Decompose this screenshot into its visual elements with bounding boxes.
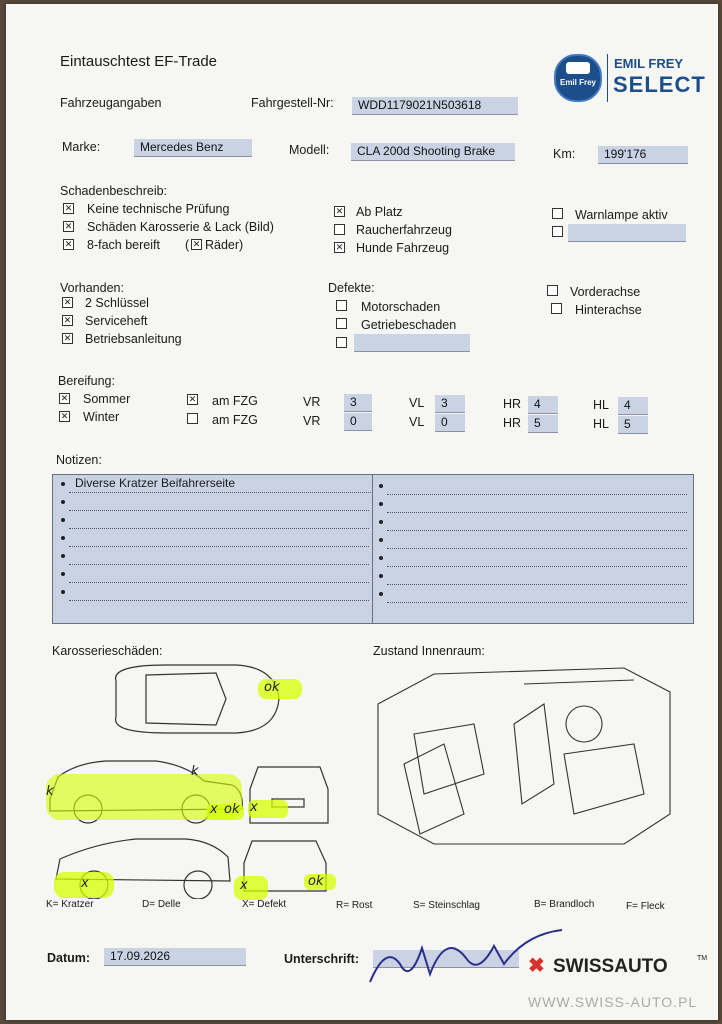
mark-k-1: k [191, 764, 199, 779]
swissauto-logo-icon: ✖ [528, 955, 545, 977]
emil-frey-logo [554, 54, 706, 104]
winter-hr-field[interactable]: 5 [528, 415, 558, 433]
winter-hl-label: HL [593, 417, 609, 431]
date-field[interactable]: 17.09.2026 [104, 948, 246, 966]
date-label: Datum: [47, 951, 91, 965]
mark-x-2: x [210, 802, 218, 817]
dog-vehicle-label: Hunde Fahrzeug [356, 241, 450, 255]
manual-checkbox[interactable] [62, 333, 73, 344]
mark-ok-3: ok [308, 874, 324, 889]
km-label: Km: [553, 147, 576, 161]
interior-diagram [374, 664, 674, 849]
tires-heading: Bereifung: [58, 374, 115, 388]
summer-vr-label: VR [303, 395, 321, 409]
winter-on-vehicle-checkbox[interactable] [187, 413, 198, 424]
winter-label: Winter [83, 410, 120, 424]
mark-ok-1: ok [264, 680, 280, 695]
other-defect-field[interactable] [354, 334, 470, 352]
body-damage-label: Schäden Karosserie & Lack (Bild) [87, 220, 274, 234]
gearbox-damage-label: Getriebeschaden [361, 318, 457, 332]
note-left-2[interactable] [69, 493, 369, 511]
ab-platz-checkbox[interactable] [334, 206, 345, 217]
warning-lamp-label: Warnlampe aktiv [575, 208, 668, 222]
mark-x-3: x [81, 876, 89, 891]
note-right-2[interactable] [387, 495, 687, 513]
engine-damage-checkbox[interactable] [336, 300, 347, 311]
legend-b: B= Brandloch [534, 899, 595, 910]
note-left-1[interactable]: Diverse Kratzer Beifahrerseite [69, 475, 371, 493]
summer-hr-label: HR [503, 397, 522, 411]
two-keys-label: 2 Schlüssel [85, 296, 149, 310]
body-damage-checkbox[interactable] [63, 221, 74, 232]
winter-hl-field[interactable]: 5 [618, 416, 648, 434]
vehicle-heading: Fahrzeugangaben [60, 96, 162, 110]
service-book-label: Serviceheft [85, 314, 148, 328]
eight-tires-label: 8-fach bereift [87, 238, 160, 252]
body-damage-heading: Karosserieschäden: [52, 644, 163, 658]
summer-vl-label: VL [409, 396, 425, 410]
defects-heading: Defekte: [328, 281, 375, 295]
other-defect-checkbox[interactable] [336, 337, 347, 348]
vin-label: Fahrgestell-Nr: [251, 96, 334, 110]
interior-heading: Zustand Innenraum: [373, 644, 485, 658]
vin-field[interactable]: WDD1179021N503618 [352, 97, 518, 115]
rear-axle-label: Hinterachse [575, 303, 642, 317]
legend-f: F= Fleck [626, 901, 665, 912]
km-field[interactable]: 199'176 [598, 146, 688, 164]
summer-tires-checkbox[interactable] [59, 393, 70, 404]
dog-vehicle-checkbox[interactable] [334, 242, 345, 253]
no-inspection-checkbox[interactable] [63, 203, 74, 214]
rear-axle-checkbox[interactable] [551, 303, 562, 314]
legend-k: K= Kratzer [46, 899, 94, 910]
smoker-label: Raucherfahrzeug [356, 223, 452, 237]
mark-x-4: x [240, 878, 248, 893]
manual-label: Betriebsanleitung [85, 332, 182, 346]
note-right-5[interactable] [387, 549, 687, 567]
rear-seat [404, 744, 464, 834]
winter-vl-field[interactable]: 0 [435, 414, 465, 432]
summer-hr-field[interactable]: 4 [528, 396, 558, 414]
winter-on-vehicle-label: am FZG [212, 413, 258, 427]
watermark-tm: TM [697, 955, 708, 962]
warning-lamp-checkbox[interactable] [552, 208, 563, 219]
model-field[interactable]: CLA 200d Shooting Brake [351, 143, 515, 161]
make-field[interactable]: Mercedes Benz [134, 139, 252, 157]
eight-tires-checkbox[interactable] [63, 239, 74, 250]
smoker-checkbox[interactable] [334, 224, 345, 235]
front-axle-checkbox[interactable] [547, 285, 558, 296]
winter-vr-field[interactable]: 0 [344, 413, 372, 431]
legend-r: R= Rost [336, 900, 373, 911]
note-left-4[interactable] [69, 529, 369, 547]
winter-tires-checkbox[interactable] [59, 411, 70, 422]
legend-s: S= Steinschlag [413, 900, 480, 911]
legend-d: D= Delle [142, 899, 181, 910]
notes-heading: Notizen: [56, 453, 102, 467]
summer-vl-field[interactable]: 3 [435, 395, 465, 413]
form-sheet [6, 4, 718, 1020]
mark-ok-2: ok [224, 802, 240, 817]
note-left-7[interactable] [69, 583, 369, 601]
engine-damage-label: Motorschaden [361, 300, 441, 314]
brand-line-2: SELECT [613, 72, 706, 97]
other-damage-checkbox[interactable] [552, 226, 563, 237]
damage-heading: Schadenbeschreib: [60, 184, 168, 198]
note-left-5[interactable] [69, 547, 369, 565]
service-book-checkbox[interactable] [62, 315, 73, 326]
emil-frey-badge-icon: Emil Frey [554, 54, 602, 102]
watermark-brand: SWISSAUTO [553, 956, 668, 977]
winter-vl-label: VL [409, 415, 425, 429]
brand-line-1: EMIL FREY [614, 56, 684, 71]
car-top-view [116, 665, 279, 733]
steering-wheel [566, 706, 602, 742]
summer-label: Sommer [83, 392, 131, 406]
watermark-url: WWW.SWISS-AUTO.PL [528, 994, 698, 1010]
no-inspection-label: Keine technische Prüfung [87, 202, 230, 216]
winter-hr-label: HR [503, 416, 522, 430]
summer-on-vehicle-label: am FZG [212, 394, 258, 408]
present-heading: Vorhanden: [60, 281, 124, 295]
wheels-label: Räder) [205, 238, 244, 252]
note-left-3[interactable] [69, 511, 369, 529]
ab-platz-label: Ab Platz [356, 205, 403, 219]
summer-hl-field[interactable]: 4 [618, 397, 648, 415]
mark-k-2: k [46, 784, 54, 799]
note-left-6[interactable] [69, 565, 369, 583]
note-right-4[interactable] [387, 531, 687, 549]
two-keys-checkbox[interactable] [62, 297, 73, 308]
signature-label: Unterschrift: [284, 952, 360, 966]
gearbox-damage-checkbox[interactable] [336, 318, 347, 329]
legend-x: X= Defekt [242, 899, 287, 910]
note-right-1[interactable] [387, 477, 687, 495]
wheels-paren: ( [185, 238, 190, 252]
wheels-checkbox[interactable] [191, 239, 202, 250]
summer-hl-label: HL [593, 398, 609, 412]
summer-on-vehicle-checkbox[interactable] [187, 394, 198, 405]
note-right-6[interactable] [387, 567, 687, 585]
summer-vr-field[interactable]: 3 [344, 394, 372, 412]
front-seat [514, 704, 554, 804]
make-label: Marke: [62, 140, 101, 154]
note-right-3[interactable] [387, 513, 687, 531]
winter-vr-label: VR [303, 414, 321, 428]
notes-box [52, 474, 694, 624]
front-axle-label: Vorderachse [570, 285, 641, 299]
mark-x-1: x [250, 800, 258, 815]
note-right-7[interactable] [387, 585, 687, 603]
form-title: Eintauschtest EF-Trade [60, 53, 218, 70]
model-label: Modell: [289, 143, 330, 157]
other-damage-field[interactable] [568, 224, 686, 242]
